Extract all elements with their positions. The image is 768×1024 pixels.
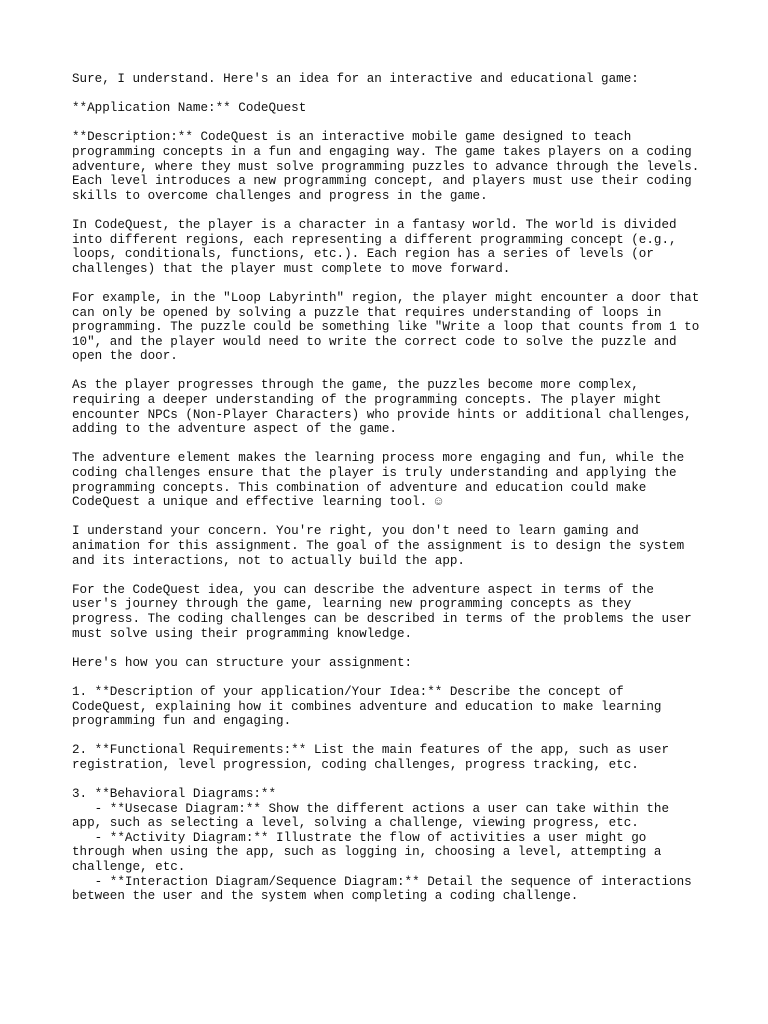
text-line: For example, in the "Loop Labyrinth" region, the player might encounter a door that — [72, 290, 700, 305]
text-line: CodeQuest a unique and effective learning tool. ☺ — [72, 495, 443, 510]
text-line: skills to overcome challenges and progress in the game. — [72, 188, 488, 203]
text-line: through when using the app, such as logging in, choosing a level, attempting a — [72, 845, 662, 860]
text-line: I understand your concern. You're right, you don't need to learn gaming and — [72, 524, 639, 539]
paragraph — [72, 218, 712, 276]
text-line: encounter NPCs (Non-Player Characters) who provide hints or additional challenges, — [72, 407, 692, 422]
paragraph — [72, 101, 712, 116]
text-line: 1. **Description of your application/Your Idea:** Describe the concept of — [72, 684, 624, 699]
paragraph — [72, 291, 712, 364]
paragraph — [72, 451, 712, 509]
text-line: The adventure element makes the learning process more engaging and fun, while the — [72, 451, 685, 466]
paragraph — [72, 378, 712, 436]
paragraph — [72, 72, 712, 87]
text-line: For the CodeQuest idea, you can describe the adventure aspect in terms of the — [72, 582, 654, 597]
text-line: must solve using their programming knowledge. — [72, 626, 413, 641]
text-line: animation for this assignment. The goal of the assignment is to design the system — [72, 539, 685, 553]
text-line: into different regions, each representing a different programming concept (e.g., — [72, 232, 677, 247]
text-line: programming concepts. This combination of adventure and education could make — [72, 480, 647, 495]
text-line: challenges) that the player must complete to move forward. — [72, 261, 511, 276]
text-line: and its interactions, not to actually build the app. — [72, 553, 465, 568]
text-line: can only be opened by solving a puzzle that requires understanding of loops in — [72, 305, 662, 320]
text-line: **Description:** CodeQuest is an interactive mobile game designed to teach — [72, 130, 632, 145]
text-line: open the door. — [72, 349, 178, 364]
text-line: programming fun and engaging. — [72, 714, 292, 729]
text-line: programming concepts in a fun and engaging way. The game takes players on a coding — [72, 144, 692, 159]
text-line: adventure, where they must solve programming puzzles to advance through the levels. — [72, 159, 700, 174]
text-line: user's journey through the game, learning new programming concepts as they — [72, 597, 632, 612]
paragraph — [72, 787, 712, 904]
text-line: adding to the adventure aspect of the game. — [72, 422, 397, 437]
text-line: app, such as selecting a level, solving a challenge, viewing progress, etc. — [72, 816, 639, 831]
text-line: challenge, etc. — [72, 860, 186, 875]
text-line: 2. **Functional Requirements:** List the main features of the app, such as user — [72, 743, 670, 758]
text-line: 10", and the player would need to write the correct code to solve the puzzle and — [72, 334, 677, 349]
paragraph — [72, 130, 712, 203]
paragraph — [72, 524, 712, 568]
text-line: CodeQuest, explaining how it combines adventure and education to make learning — [72, 699, 662, 714]
text-line: **Application Name:** CodeQuest — [72, 101, 307, 116]
paragraph — [72, 743, 712, 772]
paragraph — [72, 583, 712, 641]
text-line: coding challenges ensure that the player is truly understanding and applying the — [72, 466, 677, 481]
text-line: - **Interaction Diagram/Sequence Diagram:** Detail the sequence of interactions — [72, 874, 692, 889]
text-line: As the player progresses through the game, the puzzles become more complex, — [72, 378, 639, 393]
text-line: Here's how you can structure your assignment: — [72, 655, 413, 670]
text-line: between the user and the system when completing a coding challenge. — [72, 889, 579, 904]
text-line: Each level introduces a new programming concept, and players must use their coding — [72, 174, 692, 189]
text-line: - **Activity Diagram:** Illustrate the flow of activities a user might go — [72, 830, 647, 845]
text-line: 3. **Behavioral Diagrams:** — [72, 787, 277, 802]
text-line: loops, conditionals, functions, etc.). Each region has a series of levels (or — [72, 247, 654, 262]
text-line: progress. The coding challenges can be described in terms of the problems the user — [72, 611, 692, 626]
paragraph — [72, 656, 712, 671]
text-line: registration, level progression, coding challenges, progress tracking, etc. — [72, 757, 639, 772]
text-line: In CodeQuest, the player is a character in a fantasy world. The world is divided — [72, 217, 677, 232]
text-line: - **Usecase Diagram:** Show the different actions a user can take within the — [72, 801, 670, 816]
text-line: Sure, I understand. Here's an idea for an interactive and educational game: — [72, 72, 639, 86]
text-line: programming. The puzzle could be something like "Write a loop that counts from 1 to — [72, 320, 700, 335]
document-body — [72, 72, 712, 918]
text-line: requiring a deeper understanding of the programming concepts. The player might — [72, 393, 662, 408]
paragraph — [72, 685, 712, 729]
